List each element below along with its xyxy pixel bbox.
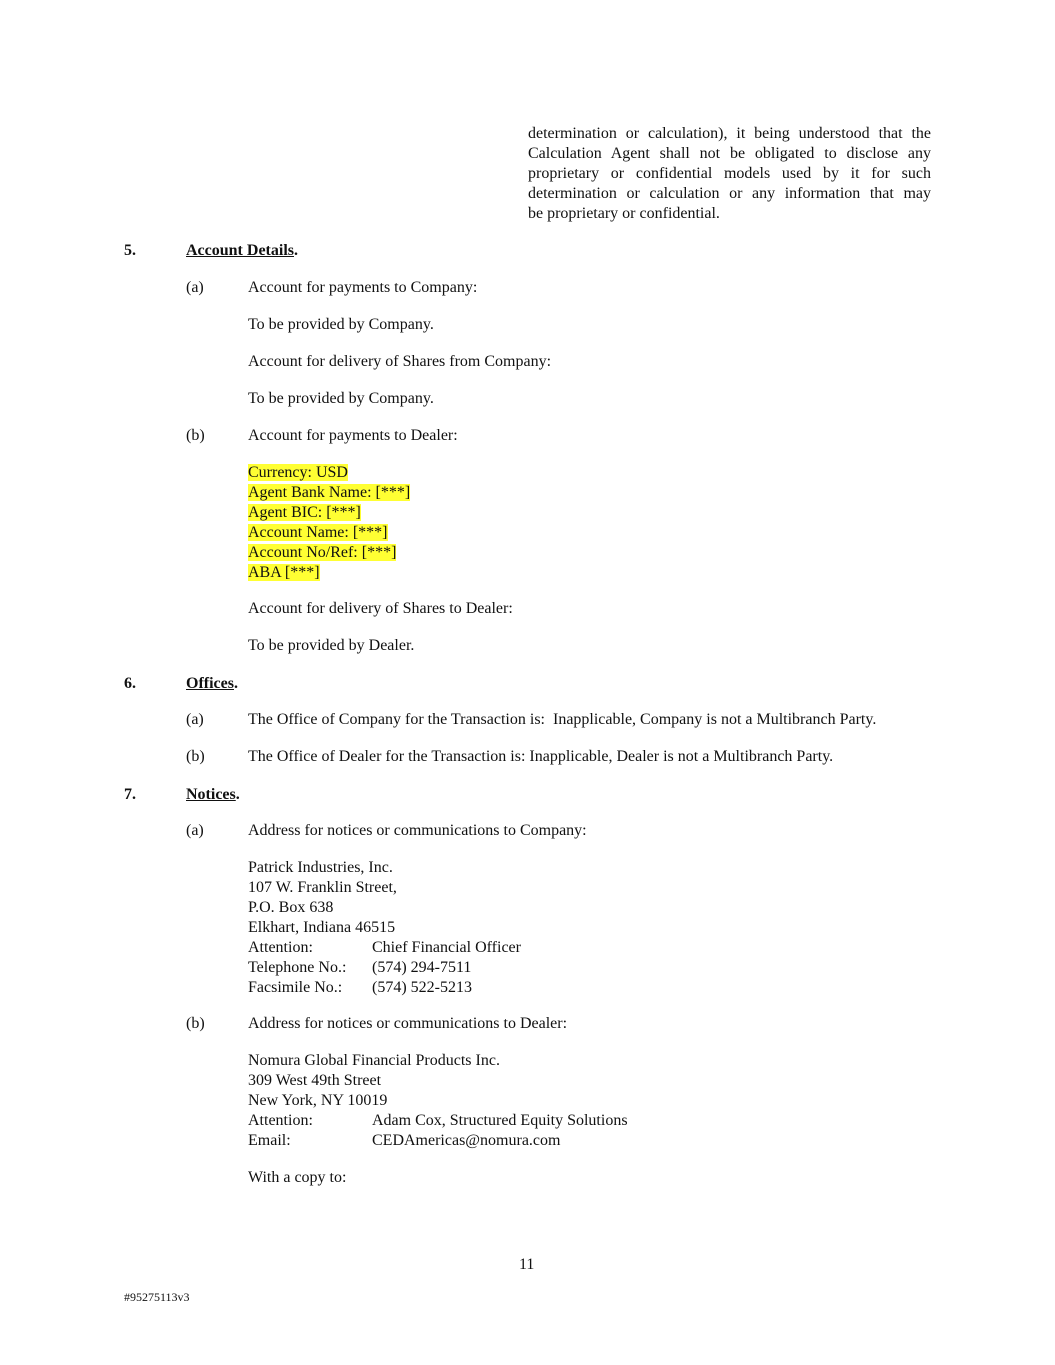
dealer-address-block [248, 1051, 628, 1151]
dealer-email: CEDAmericas@nomura.com [372, 1132, 561, 1149]
company-attention-label: Attention: [248, 939, 313, 956]
section-7-number: 7. [124, 786, 136, 803]
dealer-account-line: Agent Bank Name: [***] [248, 484, 411, 501]
section-6-number: 6. [124, 675, 136, 692]
section-5b-text: Account for payments to Dealer: [248, 427, 458, 444]
dealer-account-line: Account No/Ref: [***] [248, 544, 397, 561]
dealer-city: New York, NY 10019 [248, 1092, 388, 1109]
dealer-account-block [248, 463, 410, 583]
section-6-title: Offices [186, 675, 234, 692]
dealer-attention-label: Attention: [248, 1112, 313, 1129]
company-telephone-label: Telephone No.: [248, 959, 347, 976]
section-5-title: Account Details [186, 242, 294, 259]
document-id: #95275113v3 [124, 1290, 190, 1304]
dealer-delivery-text: Account for delivery of Shares to Dealer: [248, 600, 513, 617]
company-delivery-provided: To be provided by Company. [248, 390, 434, 407]
dealer-account-line: Agent BIC: [***] [248, 504, 361, 521]
dealer-account-line: Currency: USD [248, 464, 348, 481]
section-7a-text: Address for notices or communications to Company: [248, 822, 587, 839]
section-6b-label: (b) [186, 748, 205, 765]
continuation-line: be proprietary or confidential. [528, 205, 720, 222]
section-5a-label: (a) [186, 279, 204, 296]
section-6-heading: Offices. [186, 675, 238, 692]
dealer-delivery-provided: To be provided by Dealer. [248, 637, 415, 654]
company-delivery-text: Account for delivery of Shares from Company: [248, 353, 552, 370]
section-7a-label: (a) [186, 822, 204, 839]
page-number: 11 [519, 1256, 535, 1273]
section-6b-text: The Office of Dealer for the Transaction is: Inapplicable, Dealer is not a Multibranch Party. [248, 748, 834, 765]
dealer-street: 309 West 49th Street [248, 1072, 382, 1089]
continuation-line: determination or calculation or any information that may [528, 185, 931, 202]
dealer-account-line: Account Name: [***] [248, 524, 388, 541]
continuation-line: determination or calculation), it being understood that the [528, 125, 931, 142]
company-name: Patrick Industries, Inc. [248, 859, 393, 876]
dealer-attention: Adam Cox, Structured Equity Solutions [372, 1112, 628, 1129]
section-7b-label: (b) [186, 1015, 205, 1032]
continuation-paragraph [528, 124, 931, 224]
continuation-line: Calculation Agent shall not be obligated to disclose any [528, 145, 931, 162]
section-5-number: 5. [124, 242, 136, 259]
dealer-name: Nomura Global Financial Products Inc. [248, 1052, 500, 1069]
company-facsimile-label: Facsimile No.: [248, 979, 343, 996]
section-5b-label: (b) [186, 427, 205, 444]
section-7-title: Notices [186, 786, 236, 803]
company-street: 107 W. Franklin Street, [248, 879, 397, 896]
section-7b-text: Address for notices or communications to Dealer: [248, 1015, 568, 1032]
company-telephone: (574) 294-7511 [372, 959, 472, 976]
section-6a-label: (a) [186, 711, 204, 728]
copy-to-text: With a copy to: [248, 1169, 347, 1186]
company-attention: Chief Financial Officer [372, 939, 521, 956]
section-6a-text: The Office of Company for the Transaction is: Inapplicable, Company is not a Multibranch Party. [248, 711, 877, 728]
company-address-block [248, 858, 521, 998]
dealer-account-line: ABA [***] [248, 564, 320, 581]
company-pobox: P.O. Box 638 [248, 899, 334, 916]
company-facsimile: (574) 522-5213 [372, 979, 472, 996]
company-city: Elkhart, Indiana 46515 [248, 919, 396, 936]
company-payment-provided: To be provided by Company. [248, 316, 434, 333]
dealer-email-label: Email: [248, 1132, 291, 1149]
continuation-line: proprietary or confidential models used by it for such [528, 165, 931, 182]
section-5-heading: Account Details. [186, 242, 298, 259]
section-7-heading: Notices. [186, 786, 240, 803]
section-5a-text: Account for payments to Company: [248, 279, 478, 296]
